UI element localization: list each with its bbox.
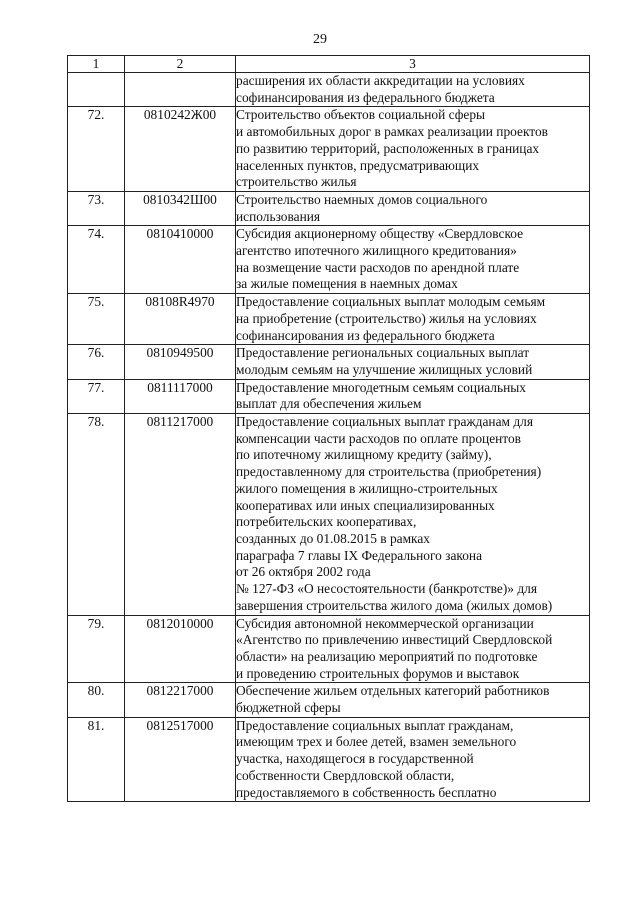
description-line: участка, находящегося в государственной xyxy=(236,751,474,767)
description-line: Строительство наемных домов социального xyxy=(236,191,488,207)
budget-code-cell: 0811117000 xyxy=(125,379,236,413)
description-cell xyxy=(236,345,590,379)
row-number-cell: 77. xyxy=(68,379,125,413)
description-cell xyxy=(236,226,590,294)
description-line: софинансирования из федерального бюджета xyxy=(236,89,495,105)
table-row xyxy=(68,615,590,683)
budget-code-cell: 0810410000 xyxy=(125,226,236,294)
description-line: «Агентство по привлечению инвестиций Свердловской xyxy=(236,632,553,648)
description-cell xyxy=(236,107,590,192)
description-cell xyxy=(236,615,590,683)
table-row xyxy=(68,226,590,294)
description-line: Предоставление социальных выплат гражданам для xyxy=(236,414,533,430)
description-line: Предоставление региональных социальных выплат xyxy=(236,345,530,361)
budget-code-cell: 0810242Ж00 xyxy=(125,107,236,192)
row-number-cell xyxy=(68,73,125,107)
row-number-cell: 76. xyxy=(68,345,125,379)
table-body xyxy=(68,73,590,802)
row-number-cell: 72. xyxy=(68,107,125,192)
description-line: по развитию территорий, расположенных в границах xyxy=(236,140,540,156)
description-line: Обеспечение жильем отдельных категорий работников xyxy=(236,683,550,699)
description-line: бюджетной сферы xyxy=(236,700,341,716)
column-header-code: 2 xyxy=(125,56,236,73)
description-line: и проведению строительных форумов и выставок xyxy=(236,665,520,681)
table-row xyxy=(68,414,590,615)
budget-code-cell: 0812010000 xyxy=(125,615,236,683)
row-number-cell: 80. xyxy=(68,683,125,717)
budget-classification-table xyxy=(67,55,590,802)
description-cell xyxy=(236,414,590,615)
description-line: собственности Свердловской области, xyxy=(236,767,455,783)
description-line: по ипотечному жилищному кредиту (займу), xyxy=(236,447,492,463)
page-number: 29 xyxy=(313,32,327,47)
description-line: молодым семьям на улучшение жилищных условий xyxy=(236,361,533,377)
budget-code-cell: 08108R4970 xyxy=(125,294,236,345)
description-line: кооперативах или иных специализированных xyxy=(236,497,495,513)
description-line: от 26 октября 2002 года xyxy=(236,564,371,580)
description-line: населенных пунктов, предусматривающих xyxy=(236,157,480,173)
description-line: созданных до 01.08.2015 в рамках xyxy=(236,530,431,546)
description-line: Предоставление социальных выплат гражданам, xyxy=(236,717,514,733)
table-row xyxy=(68,294,590,345)
description-line: имеющим трех и более детей, взамен земельного xyxy=(236,734,517,750)
description-line: жилого помещения в жилищно-строительных xyxy=(236,480,498,496)
table-row xyxy=(68,717,590,802)
description-line: № 127-ФЗ «О несостоятельности (банкротстве)» для xyxy=(236,581,537,597)
budget-code-cell: 0810949500 xyxy=(125,345,236,379)
description-line: предоставляемого в собственность бесплатно xyxy=(236,784,497,800)
description-line: агентство ипотечного жилищного кредитования» xyxy=(236,243,517,259)
description-line: на приобретение (строительство) жилья на условиях xyxy=(236,310,537,326)
description-line: параграфа 7 главы IX Федерального закона xyxy=(236,547,483,563)
description-line: предоставленному для строительства (приобретения) xyxy=(236,464,542,480)
description-line: софинансирования из федерального бюджета xyxy=(236,327,495,343)
column-header-number: 1 xyxy=(68,56,125,73)
budget-code-cell: 0810342Ш00 xyxy=(125,191,236,225)
row-number-cell: 79. xyxy=(68,615,125,683)
description-cell xyxy=(236,294,590,345)
description-line: завершения строительства жилого дома (жилых домов) xyxy=(236,597,553,613)
description-line: Субсидия автономной некоммерческой организации xyxy=(236,615,534,631)
description-line: на возмещение части расходов по арендной плате xyxy=(236,259,520,275)
budget-code-cell xyxy=(125,73,236,107)
description-line: области» на реализацию мероприятий по подготовке xyxy=(236,648,538,664)
description-line: Предоставление многодетным семьям социальных xyxy=(236,379,526,395)
row-number-cell: 78. xyxy=(68,414,125,615)
description-line: выплат для обеспечения жильем xyxy=(236,396,422,412)
description-cell xyxy=(236,379,590,413)
description-line: за жилые помещения в наемных домах xyxy=(236,276,458,292)
table-row xyxy=(68,379,590,413)
description-cell xyxy=(236,191,590,225)
table-row xyxy=(68,73,590,107)
budget-code-cell: 0811217000 xyxy=(125,414,236,615)
table-row xyxy=(68,683,590,717)
budget-code-cell: 0812517000 xyxy=(125,717,236,802)
description-line: Строительство объектов социальной сферы xyxy=(236,107,486,123)
table-row xyxy=(68,345,590,379)
table-row xyxy=(68,191,590,225)
description-cell xyxy=(236,683,590,717)
description-cell xyxy=(236,717,590,802)
description-cell xyxy=(236,73,590,107)
description-line: и автомобильных дорог в рамках реализации проектов xyxy=(236,124,548,140)
column-header-description: 3 xyxy=(236,56,590,73)
description-line: строительство жилья xyxy=(236,174,357,190)
description-line: потребительских кооперативах, xyxy=(236,514,417,530)
table-row xyxy=(68,107,590,192)
description-line: расширения их области аккредитации на условиях xyxy=(236,73,525,88)
row-number-cell: 74. xyxy=(68,226,125,294)
row-number-cell: 73. xyxy=(68,191,125,225)
table-header-row xyxy=(68,56,590,73)
row-number-cell: 81. xyxy=(68,717,125,802)
description-line: компенсации части расходов по оплате процентов xyxy=(236,430,521,446)
row-number-cell: 75. xyxy=(68,294,125,345)
description-line: использования xyxy=(236,208,321,224)
description-line: Субсидия акционерному обществу «Свердловское xyxy=(236,226,524,242)
description-line: Предоставление социальных выплат молодым семьям xyxy=(236,294,546,310)
budget-code-cell: 0812217000 xyxy=(125,683,236,717)
